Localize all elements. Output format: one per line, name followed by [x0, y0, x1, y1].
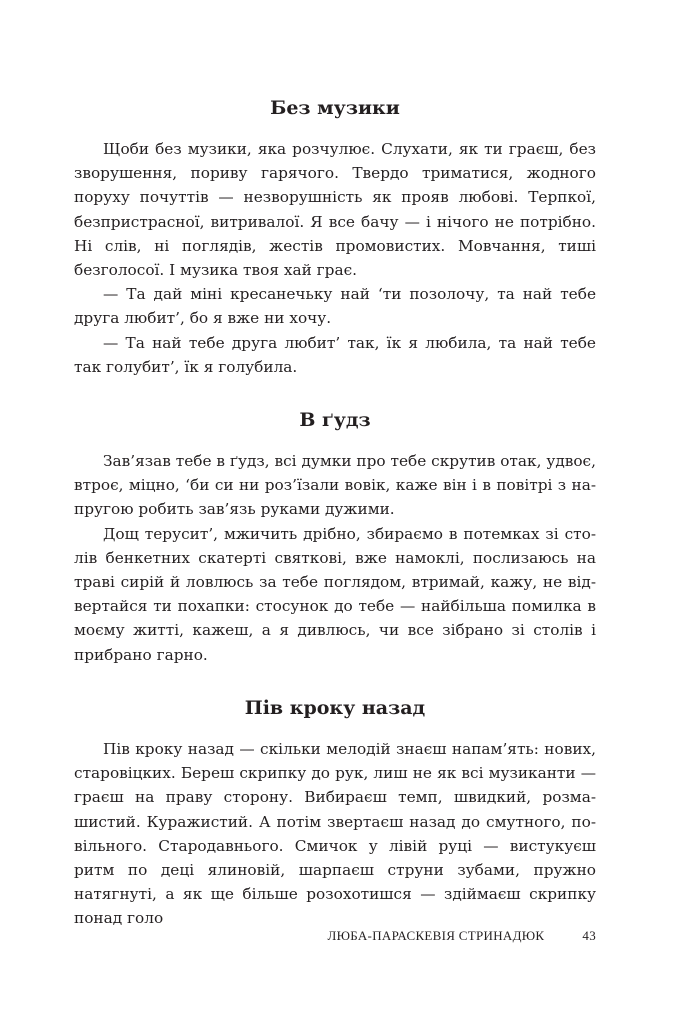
section-title: Без музики [270, 97, 400, 119]
running-head-author: ЛЮБА-ПАРАСКЕВІЯ СТРИНАДЮК [327, 928, 545, 943]
section-bez-muzyky [74, 96, 596, 379]
page-number: 43 [582, 928, 596, 943]
paragraph: Щоби без музики, яка розчулює. Слухати, як ти граєш, без зворушення, пориву гарячого. Твердо триматися, жодного поруху почуттів — незворушність як прояв любові. Терпкої, безпристрасної, витривалої. Я все бачу — і нічого не потрібно. Ні слів, ні поглядів, жестів промовистих. Мовчання, тиші безголосої. І музика твоя хай грає. [74, 140, 596, 280]
section-piv-kroku-nazad [74, 696, 596, 931]
section-title: В ґудз [299, 409, 371, 431]
section-v-gudz [74, 408, 596, 667]
dialogue-line: — Та дай міні кресанечьку най ‘ти позолочу, та най тебе друга любит’, бо я вже ни хочу. [74, 285, 596, 328]
page-footer [74, 928, 596, 944]
paragraph: Дощ терусит’, мжичить дрібно, збираємо в потемках зі столів бенкетних скатерті святкові, вже намоклі, послизаюсь на траві сирій й ловлюсь за тебе поглядом, втримай, кажу, не відвертайся ти похапки: стосунок до тебе — найбільша помилка в моєму житті, кажеш, а я дивлюсь, чи все зібрано зі столів і прибрано гарно. [74, 524, 596, 664]
dialogue-line: — Та най тебе друга любит’ так, їк я любила, та най тебе так голубит’, їк я голубила. [74, 333, 596, 376]
section-title: Пів кроку назад [244, 697, 426, 719]
paragraph: Пів кроку назад — скільки мелодій знаєш напам’ять: нових, старовіцких. Береш скрипку до рук, лиш не як всі музиканти — граєш на праву сторону. Вибираєш темп, швидкий, розмашистий. Куражистий. А потім звертаєш назад до смутного, повільного. Стародавнього. Смичок у лівій руці — вистукуєш ритм по деці ялиновій, шарпаєш струни зубами, пружно натягнуті, а як ще більше розохотишся — здіймаєш скрипку понад голо [74, 740, 596, 928]
paragraph: Зав’язав тебе в ґудз, всі думки про тебе скрутив отак, удвоє, втроє, міцно, ‘би си ни роз’їзали вовік, каже він і в повітрі з напругою робить зав’язь руками дужими. [74, 452, 596, 519]
